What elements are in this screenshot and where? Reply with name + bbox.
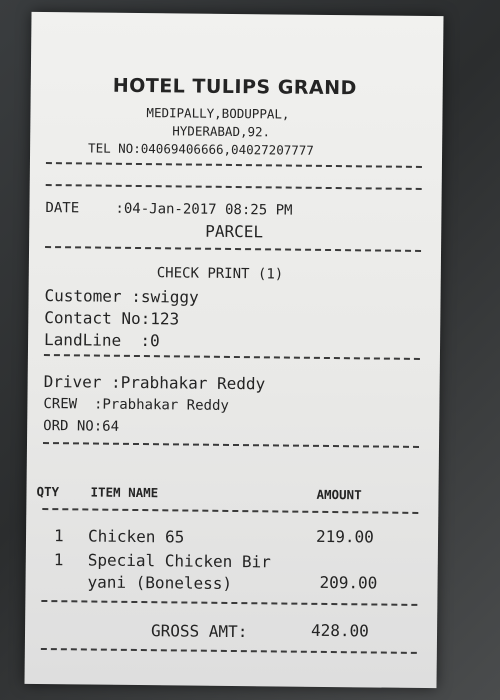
divider <box>42 508 418 514</box>
item-amount: 219.00 <box>315 526 374 547</box>
divider <box>45 246 421 252</box>
date-value: :04-Jan-2017 08:25 PM <box>115 200 293 219</box>
divider <box>44 354 420 360</box>
divider <box>41 648 417 654</box>
item-name: Chicken 65 <box>87 526 185 547</box>
order-number: ORD NO:64 <box>43 418 120 435</box>
divider <box>43 442 419 448</box>
gross-amount-value: 428.00 <box>310 620 369 641</box>
order-type: PARCEL <box>205 221 264 242</box>
contact-no: Contact No:123 <box>44 308 180 329</box>
driver: Driver :Prabhakar Reddy <box>43 372 266 394</box>
divider <box>46 162 422 168</box>
column-amount: AMOUNT <box>316 486 362 503</box>
item-amount: 209.00 <box>319 572 378 593</box>
gross-amount-label: GROSS AMT: <box>150 621 248 642</box>
divider <box>41 600 417 606</box>
hotel-name: HOTEL TULIPS GRAND <box>112 74 357 100</box>
receipt-paper <box>24 12 443 688</box>
hotel-address-line1: MEDIPALLY,BODUPPAL, <box>146 105 290 122</box>
hotel-address-line2: HYDERABAD,92. <box>172 123 271 140</box>
date-label: DATE <box>45 200 80 217</box>
check-print: CHECK PRINT (1) <box>156 265 284 283</box>
divider <box>46 184 422 190</box>
crew: CREW :Prabhakar Reddy <box>43 396 229 414</box>
column-item-name: ITEM NAME <box>90 484 159 501</box>
item-name: Special Chicken Bir <box>87 550 271 572</box>
item-qty: 1 <box>53 526 64 546</box>
column-qty: QTY <box>36 483 60 500</box>
hotel-phone: TEL NO:04069406666,04027207777 <box>88 140 314 158</box>
item-qty: 1 <box>53 550 64 570</box>
landline: LandLine :0 <box>43 330 160 351</box>
item-name-continued: yani (Boneless) <box>87 572 233 593</box>
customer: Customer :swiggy <box>44 286 199 307</box>
